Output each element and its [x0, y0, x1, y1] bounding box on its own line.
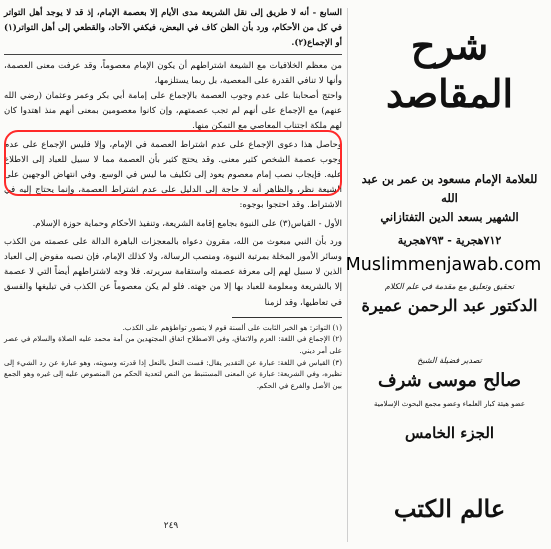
presenter-name: صالح موسى شرف	[377, 370, 522, 391]
author-line: الشهير بسعد الدين التفتازاني	[380, 210, 519, 224]
presented-by-label: تصدير فضيلة الشيخ	[417, 356, 482, 365]
watermark-text: Muslimmenjawab.com	[345, 255, 542, 275]
editor-name: الدكتور عبد الرحمن عميرة	[361, 296, 538, 315]
volume-label: الجزء الخامس	[404, 424, 495, 442]
publisher-name: عالم الكتب	[393, 494, 506, 523]
footnote: (٢) الإجماع في اللغة: العزم والاتفاق، وفي الاصطلاح اتفاق المجتهدين من أمة محمد عليه الصلاة والسلام في عصر على أمر ديني.	[4, 334, 342, 356]
body-paragraph-3: الأول - القياس(٣) على النبوة بجامع إقامة الشريعة، وتنفيذ الأحكام وحماية حوزة الإسلام.	[32, 218, 342, 229]
presenter-role: عضو هيئة كبار العلماء وعضو مجمع البحوث الإسلامية	[373, 400, 526, 408]
book-title: شرح المقاصد	[385, 23, 514, 116]
page-number: ٢٤٩	[163, 521, 179, 531]
highlighted-paragraph: واحتج أصحابنا على عدم وجوب العصمة بالإجماع على إمامة أبي بكر وعمر وعثمان (رضي الله عنهم) مع الإجماع على أنهم لم تجب عصمتهم، وإن كانوا معصومين بمعنى أنهم منذ اهتدوا كان لهم ملكة اجتناب المعاصي مع التمكن منها.	[4, 91, 342, 132]
footnote: (٣) القياس في اللغة: عبارة عن التقدير يقال: قست النعل بالنعل إذا قدرته وسويته، وهو عبارة عن رد الشيء إلى نظيره، وفي الشريعة: عبارة عن المعنى المستنبط من النص لتعدية الحكم من المنصوص عليه إلى غيره وهو الجمع بين الأصل والفرع في الحكم.	[4, 357, 342, 390]
author-line: للعلامة الإمام مسعود بن عمر بن عبد الله	[361, 172, 538, 205]
footnote-rule	[232, 317, 342, 318]
author	[352, 170, 547, 227]
top-paragraph: السابع - أنه لا طريق إلى نقل الشريعة مدى الأيام إلا بعصمة الإمام، إذ قد لا يوجد أهل التواتر في كل من الأحكام، ورد بأن الظن كاف في البعض، فيكفي الآحاد، والقطعي إلى أهل التواتر(١) أو الإجماع(٢).	[4, 8, 342, 49]
tahqiq-label: تحقيق وتعليق مع مقدمة في علم الكلام	[384, 282, 515, 291]
separator-line	[4, 54, 342, 55]
column-divider	[347, 8, 348, 542]
body-paragraph-1: من معظم الخلافيات مع الشيعة اشتراطهم أن يكون الإمام معصوماً، وقد عرفت معنى العصمة، وأنها لا تنافي القدرة على المعصية، بل ربما يستلزمها،	[4, 60, 342, 86]
text-column	[4, 6, 342, 542]
footnote: (١) التواتر: هو الخبر الثابت على ألسنة قوم لا يتصور تواطؤهم على الكذب.	[122, 322, 342, 332]
body-paragraph-4: ورد بأن النبي مبعوث من الله، مقرون دعواه بالمعجزات الباهرة الدالة على عصمته من الكذب وسائر الأمور المخلة بمرتبة النبوة، ومنصب الرسالة، ولا كذلك الإمام، فإن نصبه مفوض إلى العباد الذين لا سبيل لهم إلى معرفة عصمته واستقامة سريرته. فلا وجه لاشتراطهم أيضاً التي لا عصمة إلا بالشريعة ومعلومة للعباد بها إلا من جهته. فلو لم يكن معصوماً عن الكذب في تبليغها والفسق في تعاطيها، وقد لزمنا	[4, 236, 342, 308]
author-dates: ٧١٢هجرية - ٧٩٣هجرية	[397, 234, 502, 247]
title-column	[345, 0, 547, 549]
body-paragraph-2: وحاصل هذا دعوى الإجماع على عدم اشتراط العصمة في الإمام، وإلا فليس الإجماع على عدم وجوب عصمة الشخص كثير معنى. وقد يحتج كثير بأن العصمة مما لا سبيل للعباد إلى الاطلاع عليه. فإيجاب نصب إمام معصوم يعود إلى تكليف ما ليس في الوسع. وفي انتهاض الوجهين على الشيعة نظر، والظاهر أنه لا حاجة إلى الدليل على عدم اشتراط العصمة، وإنما يحتاج إليه في الاشتراط. وقد احتجوا بوجوه:	[4, 139, 342, 211]
